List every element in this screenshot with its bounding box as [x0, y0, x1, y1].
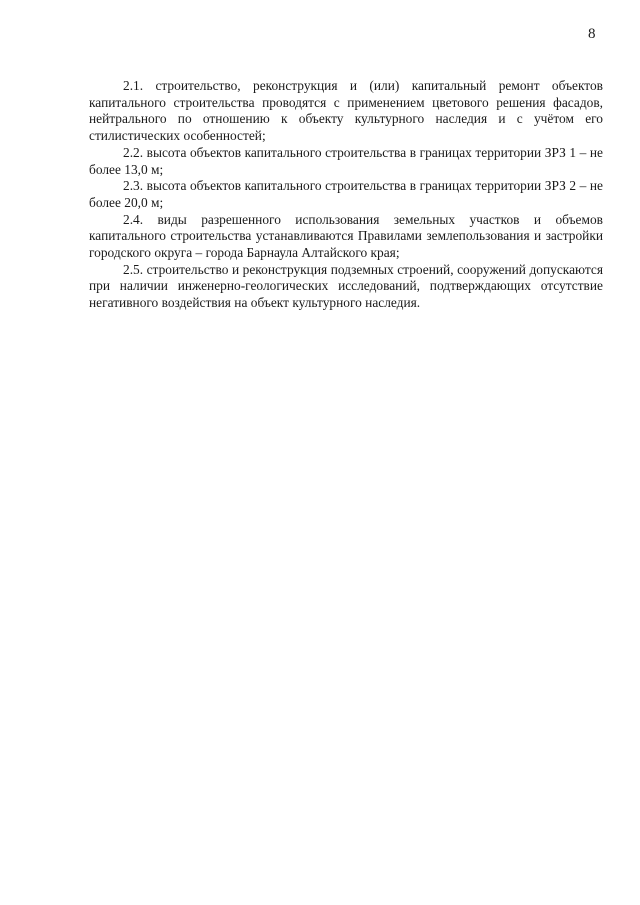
paragraph-2-2: 2.2. высота объектов капитального строительства в границах территории ЗРЗ 1 – не более 13,0 м; [89, 144, 603, 177]
document-body [89, 78, 603, 312]
paragraph-2-4: 2.4. виды разрешенного использования земельных участков и объемов капитального строительства устанавливаются Правилами землепользования и застройки городского округа – города Барнаула Алтайского края; [89, 211, 603, 261]
paragraph-2-1: 2.1. строительство, реконструкция и (или) капитальный ремонт объектов капитального строительства проводятся с применением цветового решения фасадов, нейтрального по отношению к объекту культурного наследия и с учётом его стилистических особенностей; [89, 78, 603, 144]
paragraph-2-5: 2.5. строительство и реконструкция подземных строений, сооружений допускаются при наличии инженерно-геологических исследований, подтверждающих отсутствие негативного воздействия на объект культурного наследия. [89, 261, 603, 311]
paragraph-2-3: 2.3. высота объектов капитального строительства в границах территории ЗРЗ 2 – не более 20,0 м; [89, 178, 603, 210]
page-number: 8 [588, 26, 596, 42]
